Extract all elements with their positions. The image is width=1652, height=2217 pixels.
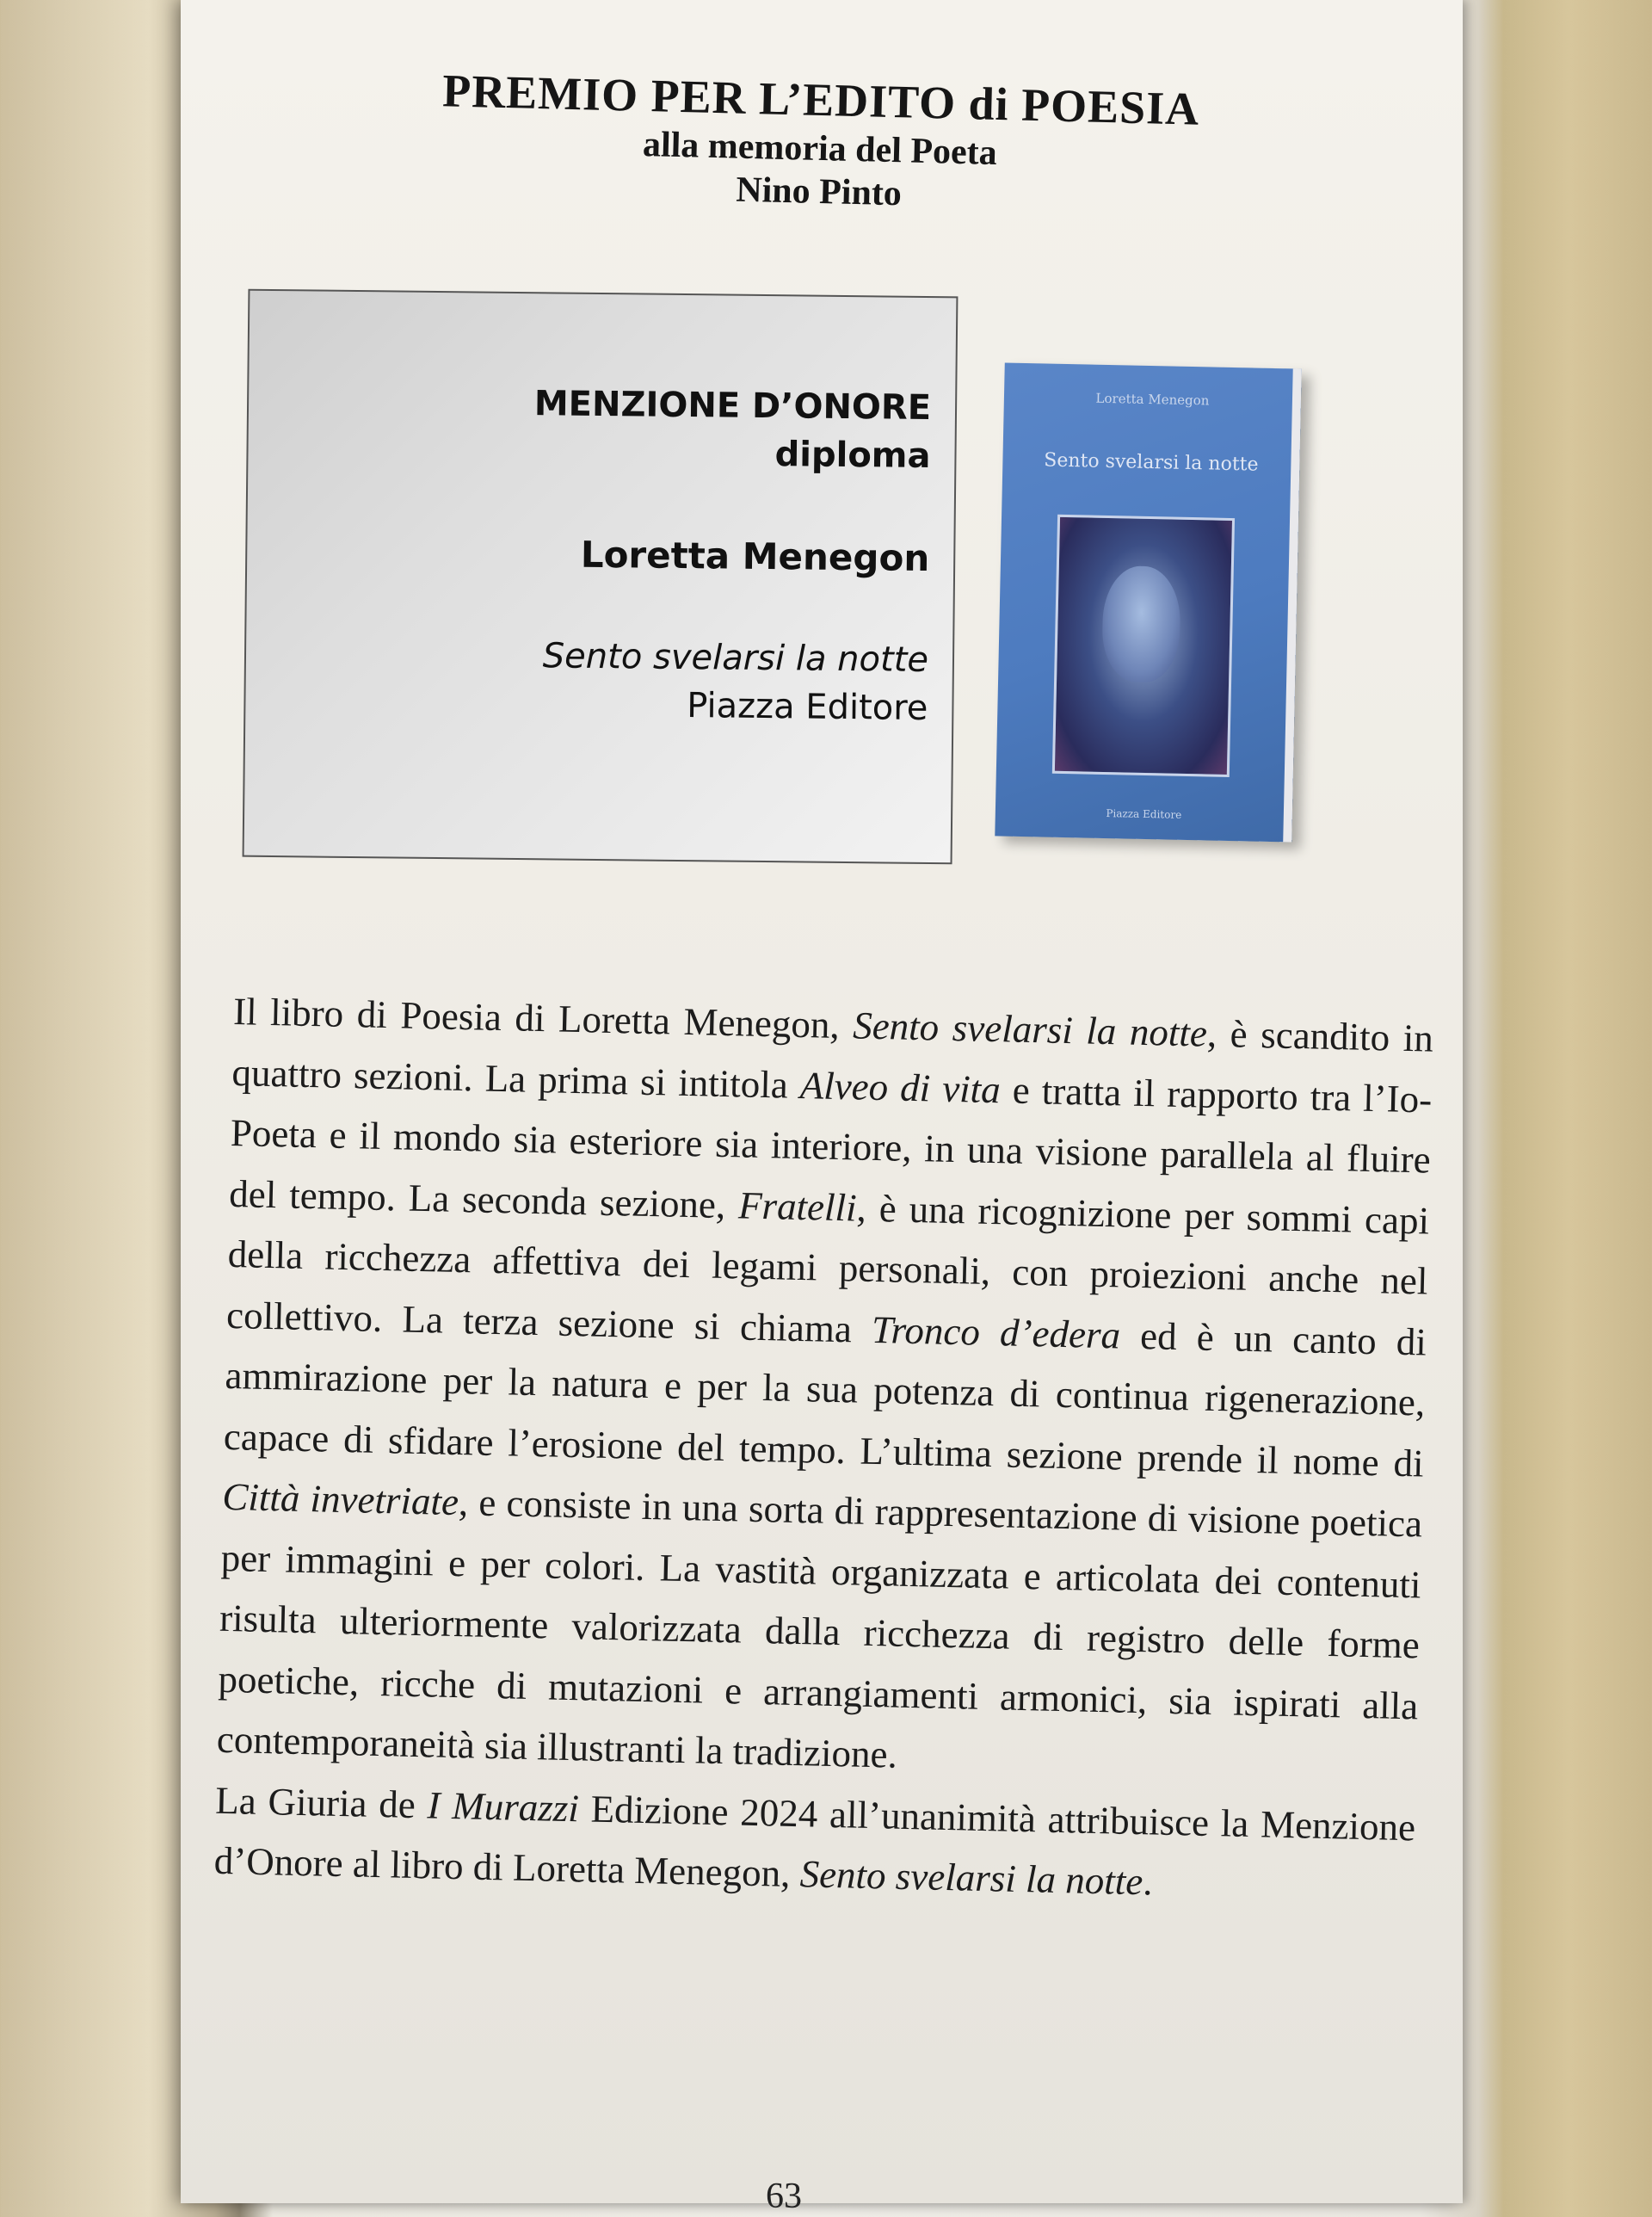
cover-title: Sento svelarsi la notte: [1043, 449, 1259, 476]
award-subtitle: diploma: [774, 435, 931, 477]
page-header: [177, 58, 1463, 228]
cover-author: Loretta Menegon: [1095, 390, 1210, 409]
award-dedication: alla memoria del Poeta: [642, 124, 998, 173]
cover-artwork: [1052, 515, 1235, 777]
award-box: [243, 289, 959, 865]
award-heading: PREMIO PER L’EDITO di POESIA: [441, 65, 1200, 135]
body-text: [213, 981, 1434, 1918]
award-publisher: Piazza Editore: [686, 686, 928, 728]
paragraph-description: Il libro di Poesia di Loretta Menegon, Sento svelarsi la notte, è scandito in quattro sezioni. La prima si intitola Alveo di vita e tratta il rapporto tra l’Io-Poeta e il mondo sia esteriore sia interiore, in una visione parallela al fluire del tempo. La seconda sezione, Fratelli, è una ricognizione per sommi capi della ricchezza affettiva dei legami personali, con proiezioni anche nel collettivo. La terza sezione si chiama Tronco d’edera ed è un canto di ammirazione per la natura e per la sua potenza di continua rigenerazione, capace di sfidare l’erosione del tempo. L’ultima sezione prende il nome di Città invetriate, e consiste in una sorta di rappresentazione di visione poetica per immagini e per colori. La vastità organizzata e articolata dei contenuti risulta ulteriormente valorizzata dalla ricchezza di registro delle forme poetiche, ricche di mutazioni e arrangiamenti armonici, sia ispirati alla contemporaneità sia illustranti la tradizione.: [216, 989, 1434, 1776]
page-number: 63: [766, 2177, 802, 2216]
cover-face-illustration: [1101, 565, 1181, 683]
award-book-title: Sento svelarsi la notte: [542, 636, 929, 680]
cover-publisher: Piazza Editore: [1106, 807, 1182, 821]
paragraph-jury: La Giuria de I Murazzi Edizione 2024 all’unanimità attribuisce la Menzione d’Onore al libro di Loretta Menegon, Sento svelarsi la notte.: [213, 1778, 1416, 1904]
award-title: MENZIONE D’ONORE: [533, 384, 932, 429]
book-page: [181, 0, 1463, 2216]
award-author: Loretta Menegon: [580, 533, 930, 580]
book-cover-image: [995, 362, 1301, 842]
poet-name: Nino Pinto: [735, 170, 903, 214]
